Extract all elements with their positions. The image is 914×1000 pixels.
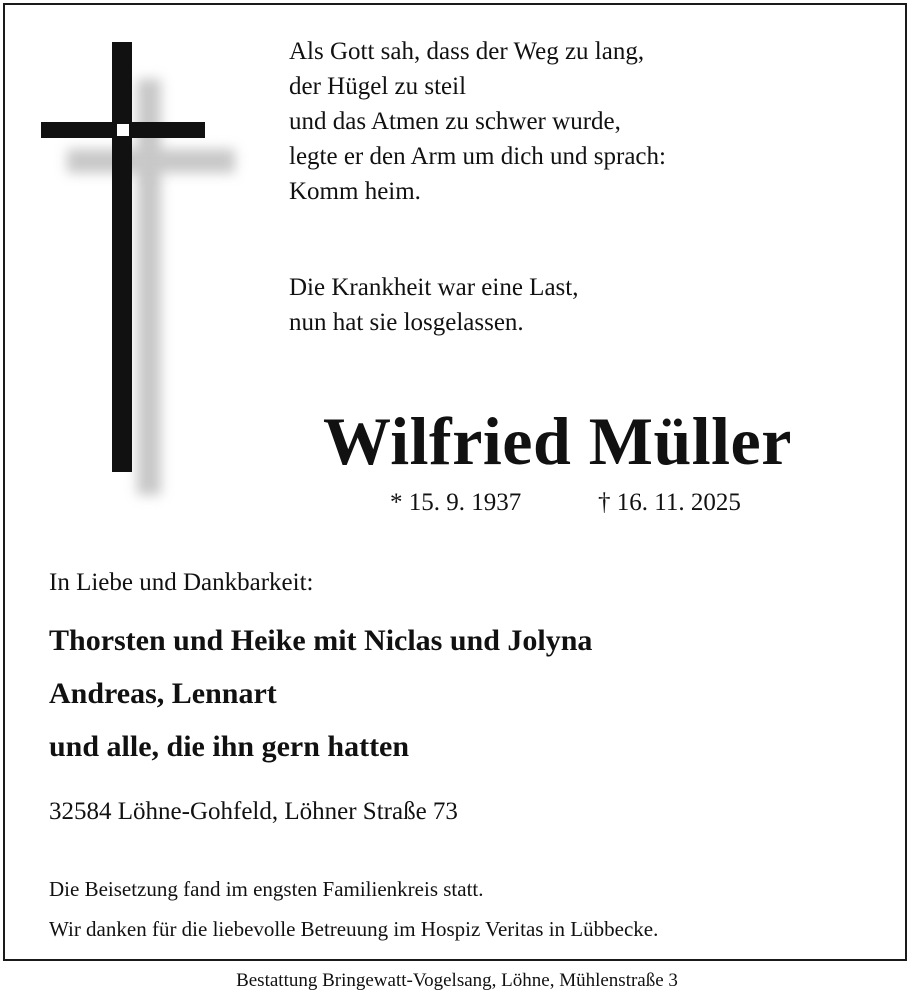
deceased-name: Wilfried Müller: [323, 403, 792, 479]
poem-line: und das Atmen zu schwer wurde,: [289, 108, 621, 135]
funeral-home-footer: Bestattung Bringewatt-Vogelsang, Löhne, Mühlenstraße 3: [236, 970, 678, 991]
poem-line: Die Krankheit war eine Last,: [289, 274, 579, 301]
death-date: † 16. 11. 2025: [598, 489, 741, 516]
closing-notes: [49, 869, 658, 949]
cross-vertical-bar: [112, 42, 132, 472]
mourner-line: Andreas, Lennart: [49, 677, 277, 710]
thanks-note: Wir danken für die liebevolle Betreuung im Hospiz Veritas in Lübbecke.: [49, 917, 659, 941]
cross-shadow-horizontal: [67, 149, 235, 173]
mourners-intro: In Liebe und Dankbarkeit:: [49, 569, 314, 596]
poem-line: der Hügel zu steil: [289, 73, 467, 100]
mourner-line: und alle, die ihn gern hatten: [49, 730, 410, 763]
birth-date: * 15. 9. 1937: [390, 489, 522, 516]
cross-shadow-vertical: [137, 79, 161, 495]
poem-line: nun hat sie losgelassen.: [289, 309, 524, 336]
cross-center-square: [117, 124, 129, 136]
mourners-list: [49, 614, 592, 773]
burial-note: Die Beisetzung fand im engsten Familienkreis statt.: [49, 877, 484, 901]
poem-stanza-1: [289, 34, 666, 209]
poem-line: legte er den Arm um dich und sprach:: [289, 143, 666, 170]
obituary-notice: [3, 3, 907, 961]
poem-line: Als Gott sah, dass der Weg zu lang,: [289, 38, 645, 65]
poem-stanza-2: [289, 270, 578, 340]
mourner-line: Thorsten und Heike mit Niclas und Jolyna: [49, 624, 593, 657]
family-address: 32584 Löhne-Gohfeld, Löhner Straße 73: [49, 798, 458, 825]
poem-line: Komm heim.: [289, 178, 421, 205]
